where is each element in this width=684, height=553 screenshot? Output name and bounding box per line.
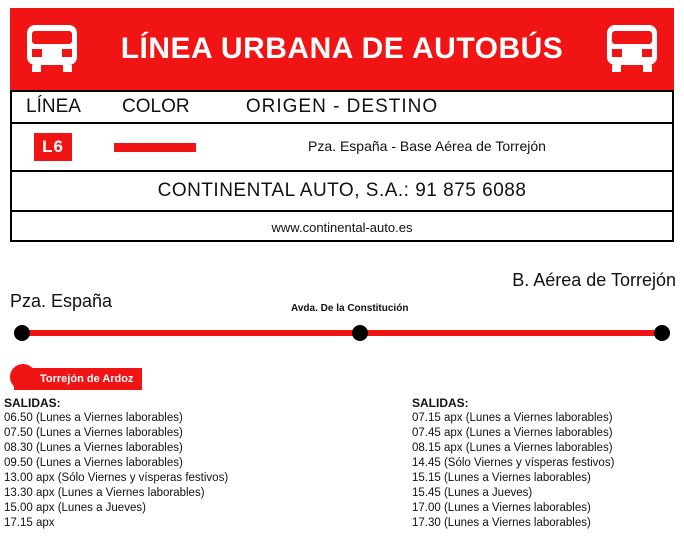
route-stop-dot (654, 325, 670, 341)
table-header-row (12, 92, 672, 124)
list-item: 07.50 (Lunes a Viernes laborables) (4, 427, 183, 439)
list-item: 08.15 apx (Lunes a Viernes laborables) (412, 442, 613, 454)
route-origin-label: Pza. España (10, 291, 113, 311)
list-item: 17.00 (Lunes a Viernes laborables) (412, 502, 591, 514)
list-item: 15.00 apx (Lunes a Jueves) (4, 502, 146, 514)
line-badge: L6 (34, 133, 72, 161)
list-item: 15.15 (Lunes a Viernes laborables) (412, 472, 591, 484)
list-item: 08.30 (Lunes a Viernes laborables) (4, 442, 183, 454)
route-diagram (0, 255, 684, 365)
origin-destination-text: Pza. España - Base Aérea de Torrejón (308, 138, 546, 154)
route-stop-dot (14, 325, 30, 341)
table-row (12, 124, 672, 172)
operator-row (12, 172, 672, 212)
schedule-title: SALIDAS: (412, 396, 469, 410)
schedule-list (4, 411, 404, 531)
list-item: 09.50 (Lunes a Viernes laborables) (4, 457, 183, 469)
line-info-table (10, 90, 674, 242)
list-item: 14.45 (Sólo Viernes y vísperas festivos) (412, 457, 615, 469)
list-item: 07.45 apx (Lunes a Viernes laborables) (412, 427, 613, 439)
list-item: 17.30 (Lunes a Viernes laborables) (412, 517, 591, 529)
page-title: LÍNEA URBANA DE AUTOBÚS (120, 32, 564, 65)
route-middle-label: Avda. De la Constitución (291, 303, 409, 314)
list-item: 13.00 apx (Sólo Viernes y vísperas festivos) (4, 472, 229, 484)
list-item: 07.15 apx (Lunes a Viernes laborables) (412, 412, 613, 424)
schedule-column-right (412, 396, 682, 531)
website-row (12, 212, 672, 242)
route-line (18, 330, 666, 336)
schedule-title: SALIDAS: (4, 396, 61, 410)
bus-icon (604, 22, 660, 76)
operator-phone: CONTINENTAL AUTO, S.A.: 91 875 6088 (157, 180, 527, 201)
route-stop-dot (352, 325, 368, 341)
column-header-linea: LÍNEA (26, 96, 81, 117)
column-header-color: COLOR (122, 96, 190, 117)
color-swatch (114, 143, 196, 152)
direction-tag: Torrejón de Ardoz (14, 368, 142, 390)
column-header-origen-destino: ORIGEN - DESTINO (245, 96, 439, 117)
list-item: 17.15 apx (4, 517, 55, 529)
route-destination-label: B. Aérea de Torrejón (512, 270, 676, 290)
header-banner (10, 8, 674, 90)
schedule-list (412, 411, 682, 531)
list-item: 13.30 apx (Lunes a Viernes laborables) (4, 487, 205, 499)
list-item: 06.50 (Lunes a Viernes laborables) (4, 412, 183, 424)
schedule-column-left (4, 396, 404, 531)
list-item: 15.45 (Lunes a Jueves) (412, 487, 533, 499)
website-link[interactable]: www.continental-auto.es (271, 219, 413, 235)
